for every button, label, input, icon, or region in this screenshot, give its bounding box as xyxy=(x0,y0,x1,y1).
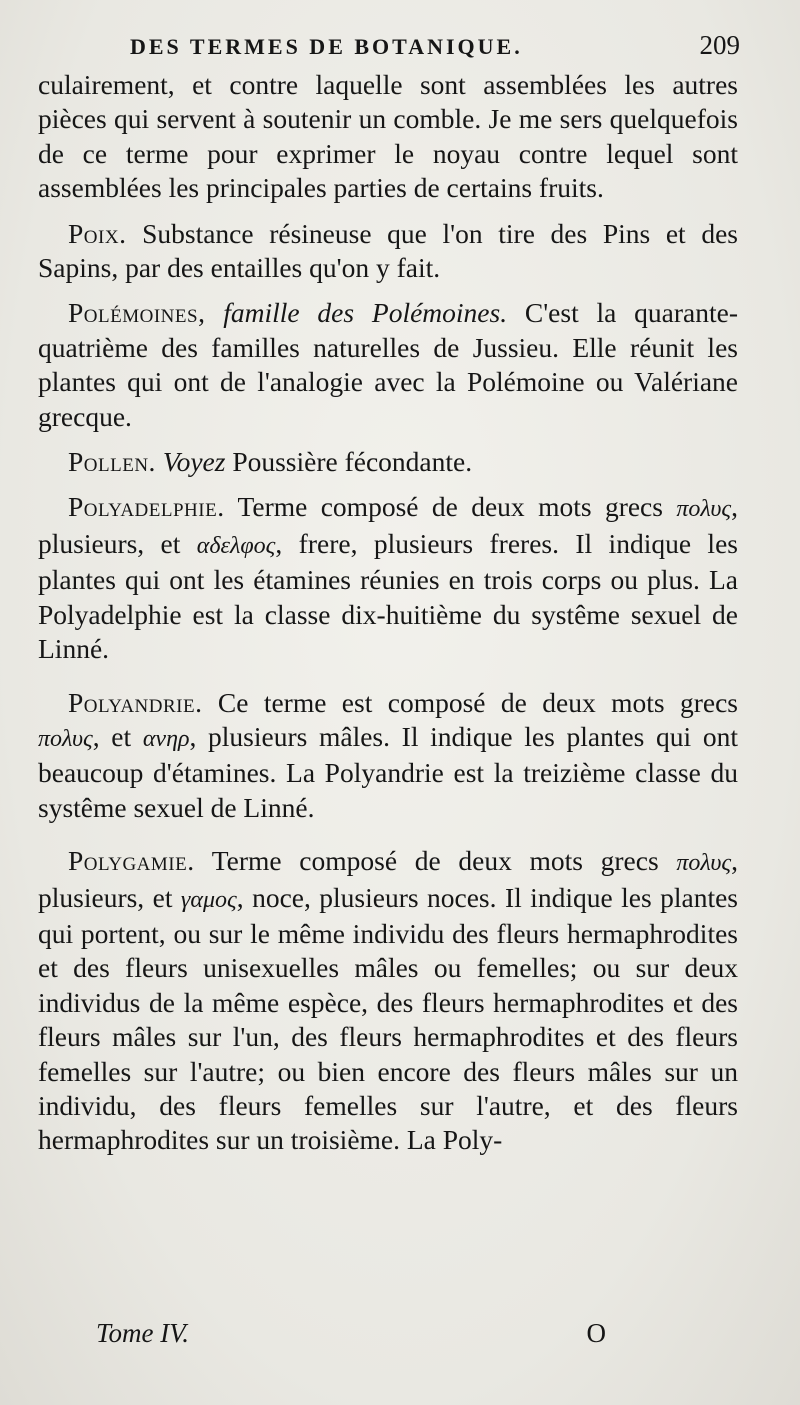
headword-poix: Poix. xyxy=(68,217,127,249)
greek-word-aner: ανηρ xyxy=(142,725,190,752)
entry-polygamie xyxy=(38,844,738,1158)
definition-polyadelphie-part3: , frere, plusieurs freres. Il indique les plantes qui ont les étamines réunies en trois corps ou plus. La Polyadelphie est la classe dix-huitième du systême sexuel de Linné. xyxy=(38,527,738,665)
entry-polyandrie xyxy=(38,686,738,826)
signature-mark: O xyxy=(586,1318,606,1348)
headword-polemoines: Polémoines, xyxy=(68,297,206,329)
volume-label: Tome IV. xyxy=(96,1318,190,1348)
greek-word-gamos: γαμος xyxy=(180,886,237,913)
definition-poix: Substance résineuse que l'on tire des Pins et des Sapins, par des entailles qu'on y fait. xyxy=(38,217,738,284)
italic-voyez: Voyez xyxy=(155,446,226,478)
running-head: DES TERMES DE BOTANIQUE. xyxy=(130,34,523,59)
definition-polyadelphie-part1: Terme composé de deux mots grecs xyxy=(224,491,677,523)
headword-pollen: Pollen. xyxy=(68,446,156,478)
greek-word-adelphos: αδελφος xyxy=(196,532,276,559)
headword-polyandrie: Polyandrie. xyxy=(68,686,203,718)
italic-phrase-polemoines: famille des Polémoines. xyxy=(205,297,508,329)
definition-polyandrie-part2: , et xyxy=(92,720,143,752)
page-footer xyxy=(96,1318,606,1358)
continuation-paragraph xyxy=(38,68,738,206)
greek-word-polys: πολυς xyxy=(676,850,732,877)
definition-polygamie-part1: Terme composé de deux mots grecs xyxy=(194,845,677,877)
entry-poix xyxy=(38,217,738,286)
definition-polygamie-part2: , plusieurs, et xyxy=(38,845,738,913)
page-number: 209 xyxy=(699,30,740,60)
continuation-text: culairement, et contre laquelle sont assemblées les autres pièces qui servent à soutenir un comble. Je me sers quelquefois de ce terme pour exprimer le noyau contre lequel sont assemblées les principales parties de certains fruits. xyxy=(38,69,738,204)
entry-polemoines xyxy=(38,296,738,434)
entry-pollen xyxy=(38,445,738,479)
definition-polyandrie-part1: Ce terme est composé de deux mots grecs xyxy=(202,686,738,718)
definition-polygamie-part3: , noce, plusieurs noces. Il indique les plantes qui portent, ou sur le même individu des fleurs hermaphrodites et des fleurs unisexuelles mâles ou femelles; ou sur deux individus de la même espèce, des fleurs hermaphrodites et des fleurs mâles sur l'un, des fleurs hermaphrodites et des fleurs femelles sur l'autre; ou bien encore des fleurs mâles sur un individu, des fleurs femelles sur l'autre, et des fleurs hermaphrodites sur un troisième. La Poly- xyxy=(38,881,738,1156)
definition-pollen: Poussière fécondante. xyxy=(225,446,473,478)
entry-polyadelphie xyxy=(38,490,738,666)
definition-polyadelphie-part2: , plusieurs, et xyxy=(38,491,738,559)
greek-word-polys: πολυς xyxy=(676,496,732,523)
page-header xyxy=(130,30,740,64)
headword-polygamie: Polygamie. xyxy=(68,845,195,877)
headword-polyadelphie: Polyadelphie. xyxy=(68,491,225,523)
definition-polemoines: C'est la quarante-quatrième des familles naturelles de Jussieu. Elle réunit les plantes qui ont de l'analogie avec la Polémoine ou Valériane grecque. xyxy=(38,297,738,432)
greek-word-polys: πολυς xyxy=(38,725,93,752)
definition-polyandrie-part3: , plusieurs mâles. Il indique les plantes qui ont beaucoup d'étamines. La Polyandrie est la treizième classe du systême sexuel de Linné. xyxy=(38,720,738,823)
page-body xyxy=(38,68,738,1158)
